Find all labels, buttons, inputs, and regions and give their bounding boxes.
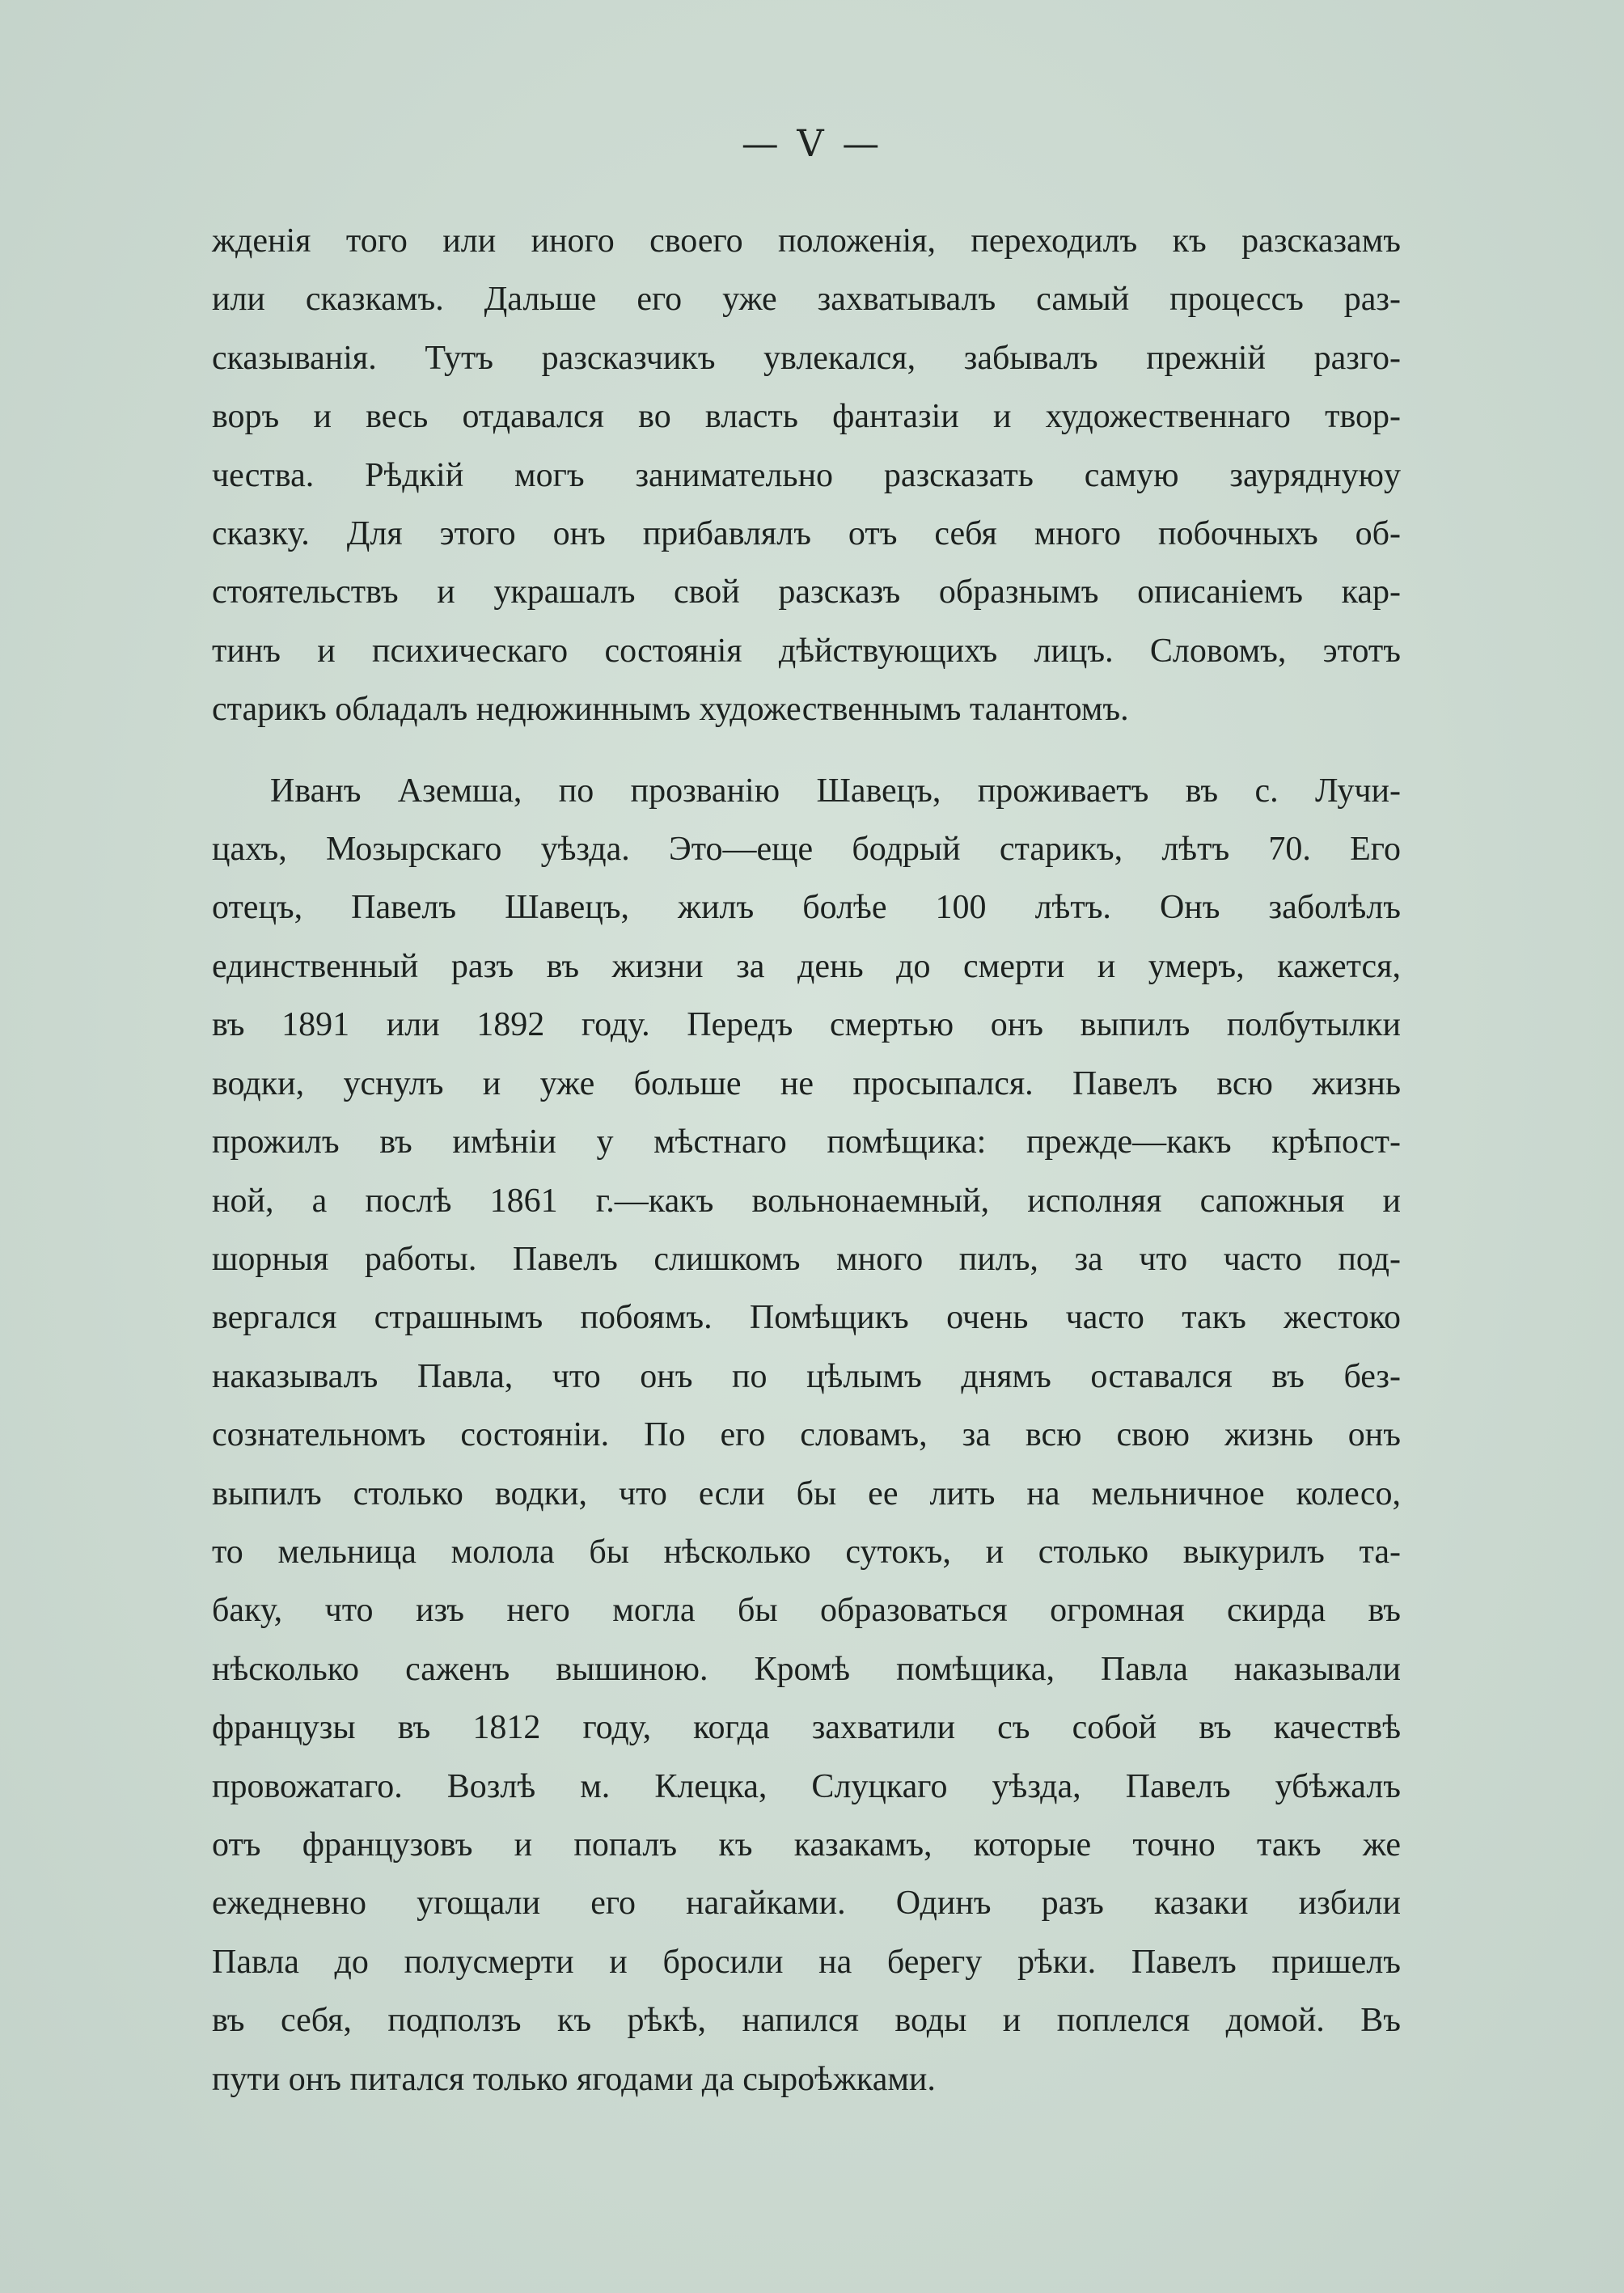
body-text — [212, 212, 1401, 2109]
text-line: въ 1891 или 1892 году. Передъ смертью онъ выпилъ полбутылки — [212, 1006, 1401, 1044]
text-line: старикъ обладалъ недюжиннымъ художественнымъ талантомъ. — [212, 691, 1129, 729]
text-line: въ себя, подползъ къ рѣкѣ, напился воды и поплелся домой. Въ — [212, 2002, 1401, 2040]
text-line: провожатаго. Возлѣ м. Клецка, Слуцкаго уѣзда, Павелъ убѣжалъ — [212, 1767, 1401, 1805]
text-line: отецъ, Павелъ Шавецъ, жилъ болѣе 100 лѣтъ. Онъ заболѣлъ — [212, 889, 1401, 927]
paragraph-2 — [212, 762, 1401, 2109]
text-line: Иванъ Аземша, по прозванію Шавецъ, проживаетъ въ с. Лучи- — [270, 772, 1401, 810]
text-line: французы въ 1812 году, когда захватили съ собой въ качествѣ — [212, 1709, 1401, 1747]
text-line: воръ и весь отдавался во власть фантазіи и художественнаго твор- — [212, 398, 1401, 436]
text-line: вергался страшнымъ побоямъ. Помѣщикъ очень часто такъ жестоко — [212, 1299, 1401, 1337]
text-line: нѣсколько саженъ вышиною. Кромѣ помѣщика, Павла наказывали — [212, 1650, 1401, 1688]
paragraph-gap — [212, 739, 1401, 762]
text-line: водки, уснулъ и уже больше не просыпался. Павелъ всю жизнь — [212, 1064, 1401, 1102]
text-line: ежедневно угощали его нагайками. Одинъ разъ казаки избили — [212, 1885, 1401, 1923]
text-line: сказыванія. Тутъ разсказчикъ увлекался, забывалъ прежній разго- — [212, 339, 1401, 377]
text-line: выпилъ столько водки, что если бы ее лить на мельничное колесо, — [212, 1474, 1401, 1512]
text-line: ной, а послѣ 1861 г.—какъ вольнонаемный, исполняя сапожныя и — [212, 1182, 1401, 1220]
text-line: жденія того или иного своего положенія, переходилъ къ разсказамъ — [212, 222, 1401, 260]
text-line: цахъ, Мозырскаго уѣзда. Это—еще бодрый старикъ, лѣтъ 70. Его — [212, 831, 1401, 869]
text-line: сознательномъ состояніи. По его словамъ, за всю свою жизнь онъ — [212, 1416, 1401, 1454]
text-line: сказку. Для этого онъ прибавлялъ отъ себя много побочныхъ об- — [212, 515, 1401, 553]
text-line: Павла до полусмерти и бросили на берегу рѣки. Павелъ пришелъ — [212, 1943, 1401, 1981]
text-line: то мельница молола бы нѣсколько сутокъ, и столько выкурилъ та- — [212, 1533, 1401, 1571]
page-number: — V — — [741, 121, 883, 165]
text-line: тинъ и психическаго состоянія дѣйствующихъ лицъ. Словомъ, этотъ — [212, 632, 1401, 670]
text-line: шорныя работы. Павелъ слишкомъ много пилъ, за что часто под- — [212, 1240, 1401, 1278]
text-line: чества. Рѣдкій могъ занимательно разсказать самую зауряднуюу — [212, 456, 1401, 494]
text-line: прожилъ въ имѣніи у мѣстнаго помѣщика: прежде—какъ крѣпост- — [212, 1123, 1401, 1161]
text-line: наказывалъ Павла, что онъ по цѣлымъ днямъ оставался въ без- — [212, 1357, 1401, 1395]
text-line: или сказкамъ. Дальше его уже захватывалъ самый процессъ раз- — [212, 281, 1401, 319]
text-line: стоятельствъ и украшалъ свой разсказъ образнымъ описаніемъ кар- — [212, 573, 1401, 611]
text-line: баку, что изъ него могла бы образоваться огромная скирда въ — [212, 1592, 1401, 1630]
text-line: пути онъ питался только ягодами да сыроѣжками. — [212, 2060, 936, 2098]
text-line: единственный разъ въ жизни за день до смерти и умеръ, кажется, — [212, 947, 1401, 985]
text-line: отъ французовъ и попалъ къ казакамъ, которые точно такъ же — [212, 1826, 1401, 1864]
paragraph-1 — [212, 212, 1401, 739]
